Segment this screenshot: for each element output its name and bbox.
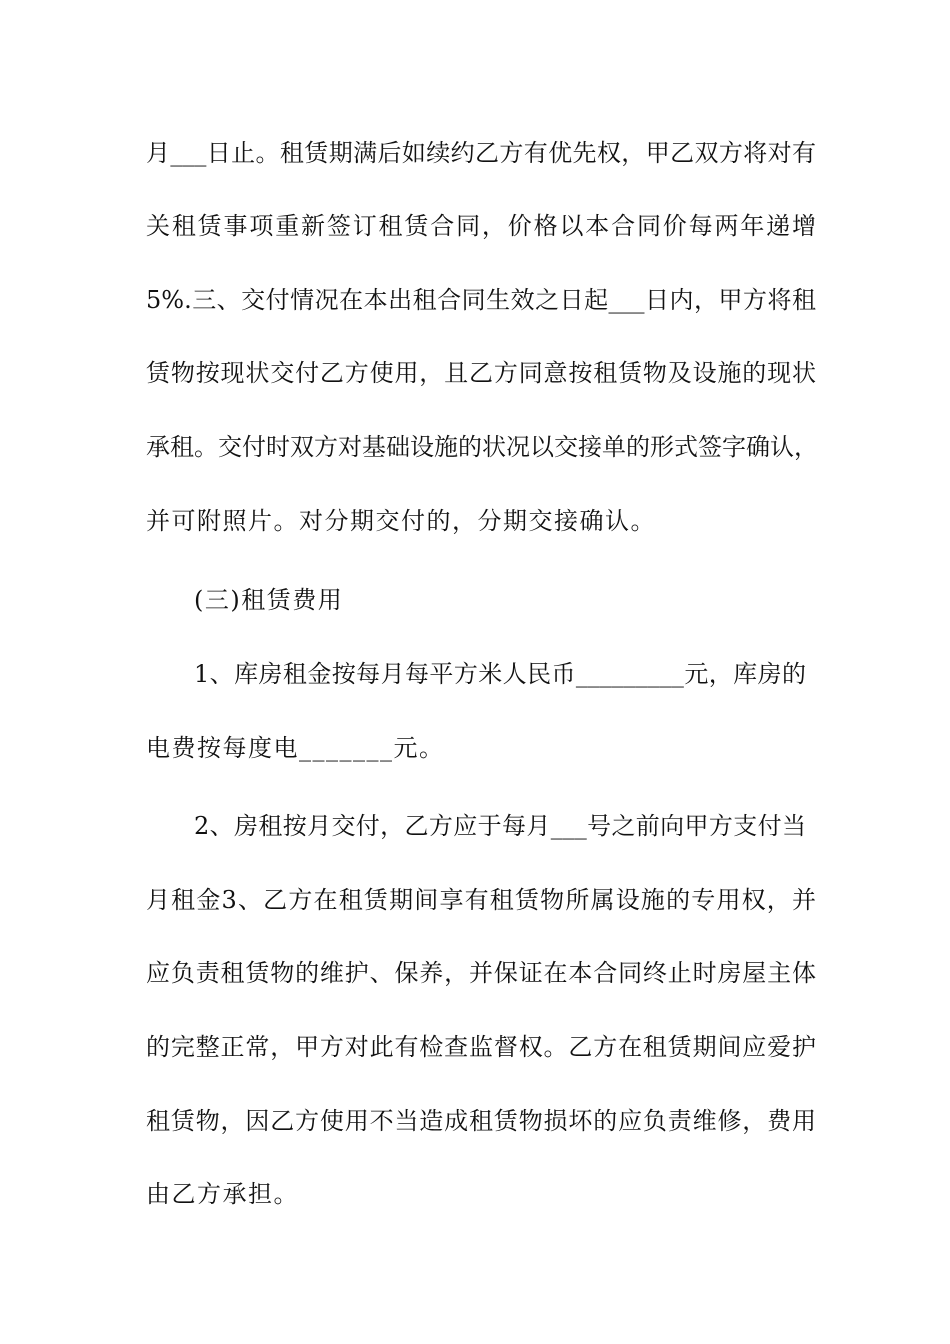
text-line: 的完整正常，甲方对此有检查监督权。乙方在租赁期间应爱护: [146, 1033, 816, 1061]
text-line: 并可附照片。对分期交付的，分期交接确认。: [146, 507, 656, 535]
text-line: 电费按每度电_______元。: [146, 734, 445, 762]
text-line: 赁物按现状交付乙方使用，且乙方同意按租赁物及设施的现状: [146, 359, 816, 387]
section-heading: (三)租赁费用: [194, 586, 344, 614]
text-line: 承租。交付时双方对基础设施的状况以交接单的形式签字确认，: [146, 433, 818, 461]
text-line: 由乙方承担。: [146, 1180, 299, 1208]
text-line: 月___日止。租赁期满后如续约乙方有优先权，甲乙双方将对有: [146, 139, 816, 167]
text-line: 关租赁事项重新签订租赁合同，价格以本合同价每两年递增: [146, 212, 816, 240]
text-line: 1、库房租金按每月每平方米人民币_________元，库房的: [194, 660, 806, 688]
text-line: 5%.三、交付情况在本出租合同生效之日起___日内，甲方将租: [146, 286, 816, 314]
text-line: 2、房租按月交付，乙方应于每月___号之前向甲方支付当: [194, 812, 806, 840]
text-line: 租赁物，因乙方使用不当造成租赁物损坏的应负责维修，费用: [146, 1107, 816, 1135]
text-line: 应负责租赁物的维护、保养，并保证在本合同终止时房屋主体: [146, 959, 816, 987]
text-line: 月租金3、乙方在租赁期间享有租赁物所属设施的专用权，并: [146, 886, 816, 914]
